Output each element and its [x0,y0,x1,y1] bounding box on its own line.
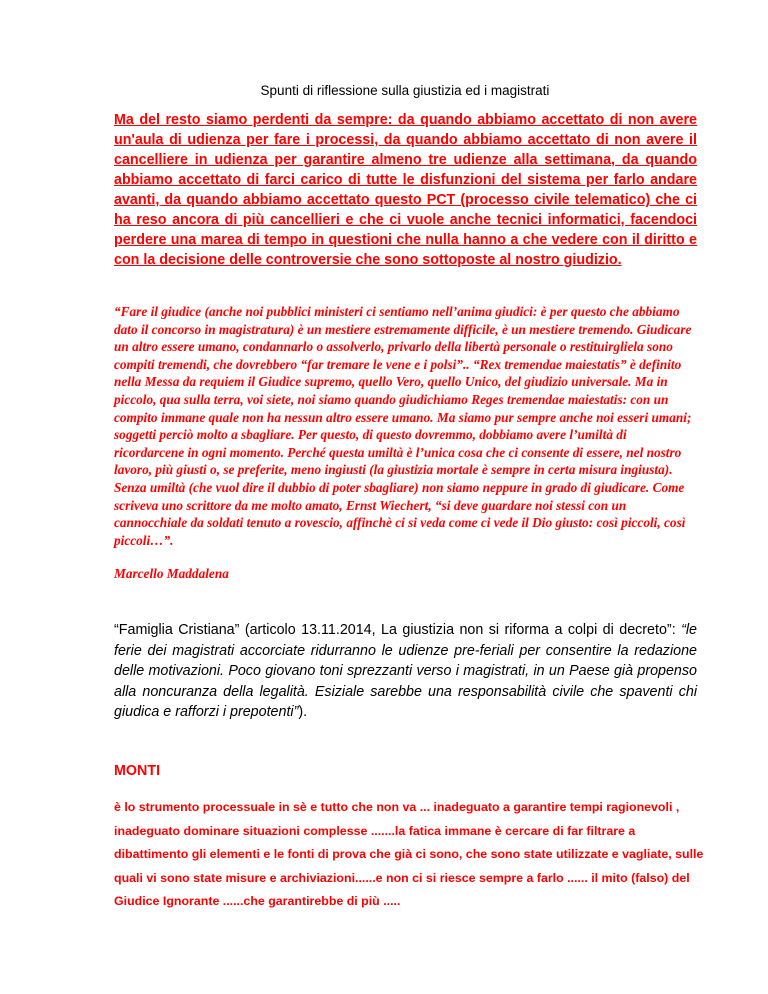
quote-author: Marcello Maddalena [114,566,229,581]
document-title: Spunti di riflessione sulla giustizia ed i magistrati [260,83,550,98]
red-underlined-paragraph: Ma del resto siamo perdenti da sempre: da quando abbiamo accettato di non avere un'aula di udienza per fare i processi, da quando abbiamo accettato di non avere il cancelliere in udienza per garantire almeno tre udienze alla settimana, da quando abbiamo accettato di farci carico di tutte le disfunzioni del sistema per farlo andare avanti, da quando abbiamo accettato questo PCT (processo civile telematico) che ci ha reso ancora di più cancellieri e che ci vuole anche tecnici informatici, facendoci perdere una marea di tempo in questioni che nulla hanno a che vedere con il diritto e con la decisione delle controversie che sono sottoposte al nostro giudizio. [114,112,697,268]
monti-paragraph: è lo strumento processuale in sè e tutto che non va ... inadeguato a garantire tempi ragionevoli , inadeguato dominare situazioni complesse .......la fatica immane è cercare di far filtrare a dibattimento gli elementi e le fonti di prova che già ci sono, che sono state utilizzate e vagliate, sulle quali vi sono state misure e archiviazioni......e non ci si riesce sempre a farlo ...... il mito (falso) del Giudice Ignorante ......che garantirebbe di più ..... [114,800,704,908]
fc-intro: “Famiglia Cristiana” (articolo 13.11.2014, La giustizia non si riforma a colpi di decreto”: [114,622,682,638]
fc-quote: “le ferie dei magistrati accorciate ridurranno le udienze pre-feriali per consentire la redazione delle motivazioni. Poco giovano toni sprezzanti verso i magistrati, in un Paese già propenso alla noncuranza della legalità. Esiziale sarebbe una responsabilità civile che spaventi chi giudica e rafforzi i prepotenti” [114,622,697,720]
maddalena-quote: “Fare il giudice (anche noi pubblici ministeri ci sentiamo nell’anima giudici: è per questo che abbiamo dato il concorso in magistratura) è un mestiere estremamente difficile, è un mestiere tremendo. Giudicare un altro essere umano, condannarlo o assolverlo, privarlo della libertà personale o restituirgliela sono compiti tremendi, che dovrebbero “far tremare le vene e i polsi”.. “Rex tremendae maiestatis” è definito nella Messa da requiem il Giudice supremo, quello Vero, quello Unico, del giudizio universale. Ma in piccolo, qua sulla terra, voi siete, noi siamo quando giudichiamo Reges tremendae maiestatis: con un compito immane quale non ha nessun altro essere umano. Ma siamo pur sempre anche noi esseri umani; soggetti perciò molto a sbagliare. Per questo, di questo dovremmo, dobbiamo avere l’umiltà di ricordarcene in ogni momento. Perché questa umiltà è l’unica cosa che ci consente di essere, nel nostro lavoro, più giusti o, se preferite, meno ingiusti (la giustizia mortale è sempre in certa misura ingiusta). Senza umiltà (che vuol dire il dubbio di poter sbagliare) non siamo neppure in grado di giudicare. Come scriveva uno scrittore da me molto amato, Ernst Wiechert, “si deve guardare noi stessi con un cannocchiale da soldati tenuto a rovescio, affinchè ci si veda come ci vede il Dio giusto: così piccoli, così piccoli…”. [114,304,692,548]
fc-end: ). [298,704,308,720]
famiglia-cristiana-paragraph [114,620,697,723]
monti-heading: MONTI [114,763,161,779]
